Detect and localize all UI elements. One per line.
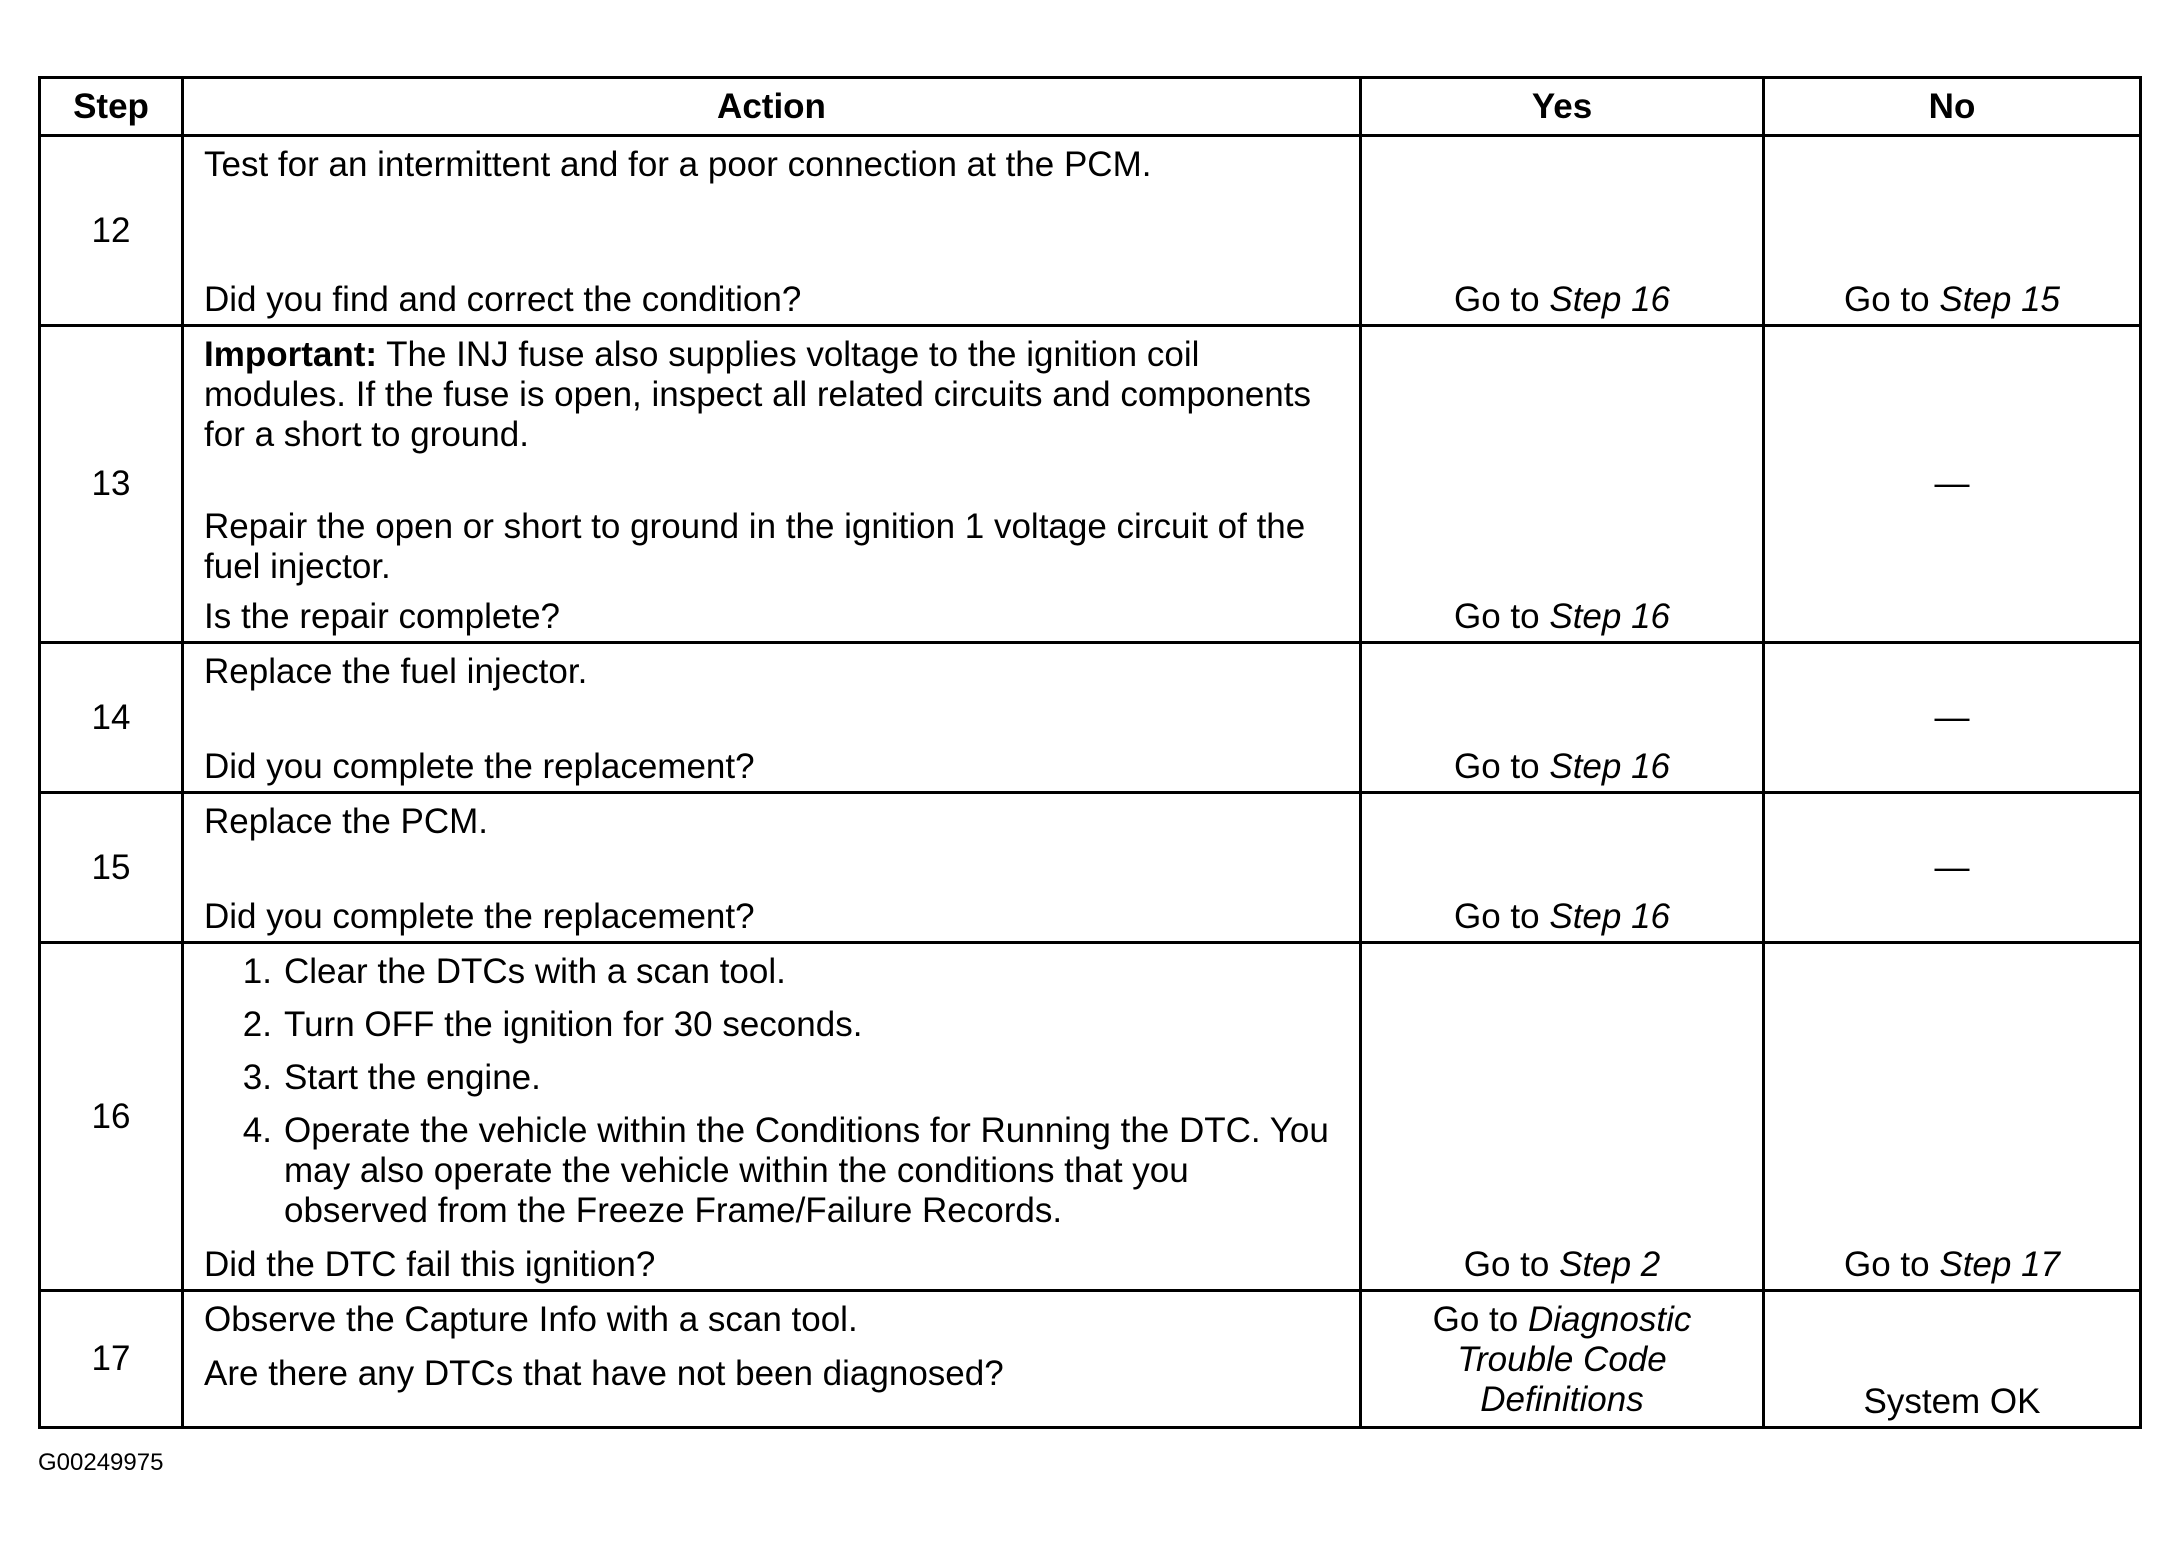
step-number: 16: [40, 943, 183, 1291]
no-cell: [1764, 136, 2141, 326]
header-no: No: [1764, 78, 2141, 136]
action-cell: [183, 1291, 1361, 1428]
list-item-number: 3.: [242, 1058, 272, 1097]
action-question: Did you complete the replacement?: [204, 747, 755, 786]
no-cell: [1764, 943, 2141, 1291]
list-item-number: 4.: [242, 1111, 272, 1150]
action-cell: [183, 943, 1361, 1291]
yes-prefix: Go to: [1454, 747, 1540, 786]
no-prefix: Go to: [1844, 280, 1930, 319]
yes-cell: [1361, 1291, 1764, 1428]
step-number: 12: [40, 136, 183, 326]
no-step-ref: Step 17: [1939, 1245, 2060, 1284]
action-question: Did you find and correct the condition?: [204, 280, 802, 319]
no-result: [1765, 1245, 2139, 1285]
action-question: Is the repair complete?: [204, 597, 561, 636]
yes-cell: [1361, 943, 1764, 1291]
list-item-number: 1.: [242, 952, 272, 991]
action-instruction: Observe the Capture Info with a scan tool.: [204, 1300, 858, 1339]
yes-cell: [1361, 326, 1764, 643]
action-cell: [183, 326, 1361, 643]
list-item-text: Clear the DTCs with a scan tool.: [284, 952, 786, 991]
header-row: [40, 78, 2141, 136]
yes-step-ref: Step 16: [1549, 597, 1670, 636]
step-number: 13: [40, 326, 183, 643]
yes-prefix: Go to: [1454, 897, 1540, 936]
yes-ref-line: Trouble Code: [1457, 1340, 1667, 1379]
no-result-dash: —: [1934, 464, 1970, 503]
action-instruction: Replace the PCM.: [204, 802, 489, 841]
yes-cell: [1361, 136, 1764, 326]
yes-step-ref: Step 16: [1549, 280, 1670, 319]
no-prefix: Go to: [1844, 1245, 1930, 1284]
yes-step-ref: Step 16: [1549, 897, 1670, 936]
step-number: 15: [40, 793, 183, 943]
header-yes: Yes: [1361, 78, 1764, 136]
yes-step-ref: Step 16: [1549, 747, 1670, 786]
yes-result: [1362, 1245, 1762, 1285]
no-cell: [1764, 793, 2141, 943]
no-cell: [1764, 326, 2141, 643]
yes-prefix: Go to: [1432, 1300, 1519, 1339]
list-item: [204, 1005, 1339, 1045]
yes-prefix: Go to: [1463, 1245, 1550, 1284]
table-row-step-16: [40, 943, 2141, 1291]
yes-cell: [1361, 643, 1764, 793]
action-question: Did the DTC fail this ignition?: [204, 1245, 656, 1284]
list-item: [204, 1111, 1339, 1231]
step-number: 14: [40, 643, 183, 793]
action-cell: [183, 136, 1361, 326]
yes-ref-line: Definitions: [1480, 1380, 1644, 1419]
table-row-step-17: [40, 1291, 2141, 1428]
yes-result: [1362, 747, 1762, 787]
table-row-step-12: [40, 136, 2141, 326]
no-step-ref: Step 15: [1939, 280, 2060, 319]
yes-step-ref: Step 2: [1559, 1245, 1661, 1284]
table-row-step-13: [40, 326, 2141, 643]
step-number: 17: [40, 1291, 183, 1428]
action-question: Are there any DTCs that have not been diagnosed?: [204, 1354, 1004, 1393]
list-item-number: 2.: [242, 1005, 272, 1044]
action-instruction: Replace the fuel injector.: [204, 652, 588, 691]
numbered-step-list: [204, 944, 1339, 1231]
header-step: Step: [40, 78, 183, 136]
table-row-step-15: [40, 793, 2141, 943]
action-instruction: Test for an intermittent and for a poor connection at the PCM.: [204, 145, 1152, 184]
action-cell: [183, 793, 1361, 943]
yes-result: [1362, 597, 1762, 637]
no-result-system-ok: System OK: [1863, 1382, 2041, 1421]
no-result-dash: —: [1934, 697, 1970, 737]
yes-result: [1362, 280, 1762, 320]
list-item-text: Operate the vehicle within the Conditions for Running the DTC. You may also operate the vehicle within the conditions that you observed from the Freeze Frame/Failure Records.: [284, 1111, 1329, 1230]
yes-prefix: Go to: [1454, 280, 1540, 319]
no-result-dash: —: [1934, 847, 1970, 887]
action-cell: [183, 643, 1361, 793]
list-item: [204, 1058, 1339, 1098]
no-result: [1765, 280, 2139, 320]
list-item-text: Start the engine.: [284, 1058, 541, 1097]
list-item: [204, 952, 1339, 992]
action-instruction: Repair the open or short to ground in the ignition 1 voltage circuit of the fuel injector.: [204, 507, 1306, 586]
yes-result: [1362, 897, 1762, 937]
figure-id: G00249975: [38, 1449, 164, 1476]
important-text: The INJ fuse also supplies voltage to the ignition coil modules. If the fuse is open, inspect all related circuits and components for a short to ground.: [204, 335, 1311, 454]
no-cell: [1764, 643, 2141, 793]
diagnostic-table: [38, 76, 2142, 1429]
yes-prefix: Go to: [1454, 597, 1540, 636]
table-row-step-14: [40, 643, 2141, 793]
yes-result: [1362, 1292, 1762, 1420]
yes-ref-line: Diagnostic: [1527, 1300, 1692, 1339]
header-action: Action: [183, 78, 1361, 136]
important-note: [204, 327, 1339, 455]
action-question: Did you complete the replacement?: [204, 897, 755, 936]
yes-cell: [1361, 793, 1764, 943]
important-label: Important:: [204, 335, 378, 374]
list-item-text: Turn OFF the ignition for 30 seconds.: [284, 1005, 863, 1044]
no-cell: [1764, 1291, 2141, 1428]
